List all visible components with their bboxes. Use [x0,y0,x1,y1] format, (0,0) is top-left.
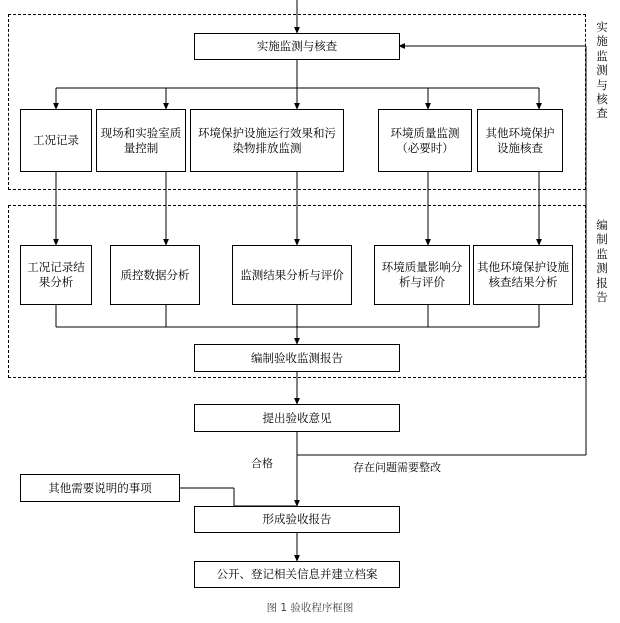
node-other-notes[interactable] [20,474,180,502]
node-row2-other-check-analysis-label: 其他环境保护设施核查结果分析 [477,260,569,289]
node-top-entry-label: 实施监测与核查 [256,39,338,54]
node-row1-other-check[interactable] [477,109,563,172]
node-row1-facility-monitoring-label: 环境保护设施运行效果和污染物排放监测 [198,125,336,155]
node-publish-archive[interactable] [194,561,400,588]
node-row2-result-analysis-label: 监测结果分析与评价 [240,267,344,282]
edge-label-qualified: 合格 [251,457,273,470]
node-form-report-label: 形成验收报告 [262,512,332,527]
group-label-report: 编制监测报告 [596,218,608,304]
group-label-monitoring: 实施监测与核查 [596,20,608,121]
node-row2-qc-analysis[interactable] [110,245,200,305]
node-row1-qc[interactable] [96,109,186,172]
node-form-report[interactable] [194,506,400,533]
node-row2-env-impact-analysis[interactable] [374,245,470,305]
node-row2-work-log-analysis-label: 工况记录结果分析 [27,260,85,289]
node-propose-opinion[interactable] [194,404,400,432]
node-row1-facility-monitoring[interactable] [190,109,344,172]
node-row1-work-log-label: 工况记录 [33,133,79,148]
node-row2-env-impact-analysis-label: 环境质量影响分析与评价 [381,260,463,289]
node-publish-archive-label: 公开、登记相关信息并建立档案 [216,567,378,582]
node-row1-env-quality[interactable] [378,109,472,172]
node-row1-qc-label: 现场和实验室质量控制 [100,125,182,155]
node-compile-report-label: 编制验收监测报告 [251,350,343,365]
node-row1-work-log[interactable] [20,109,92,172]
node-row2-qc-analysis-label: 质控数据分析 [120,267,190,282]
node-row2-result-analysis[interactable] [232,245,352,305]
node-top-entry[interactable] [194,33,400,60]
node-other-notes-label: 其他需要说明的事项 [48,480,152,495]
node-propose-opinion-label: 提出验收意见 [262,410,332,425]
figure-caption: 图 1 验收程序框图 [266,602,354,614]
node-row1-env-quality-label: 环境质量监测（必要时） [390,125,460,155]
node-row1-other-check-label: 其他环境保护设施核查 [485,125,555,155]
node-row2-work-log-analysis[interactable] [20,245,92,305]
edge-label-needs-fix: 存在问题需要整改 [353,461,441,474]
node-compile-report[interactable] [194,344,400,372]
node-row2-other-check-analysis[interactable] [473,245,573,305]
